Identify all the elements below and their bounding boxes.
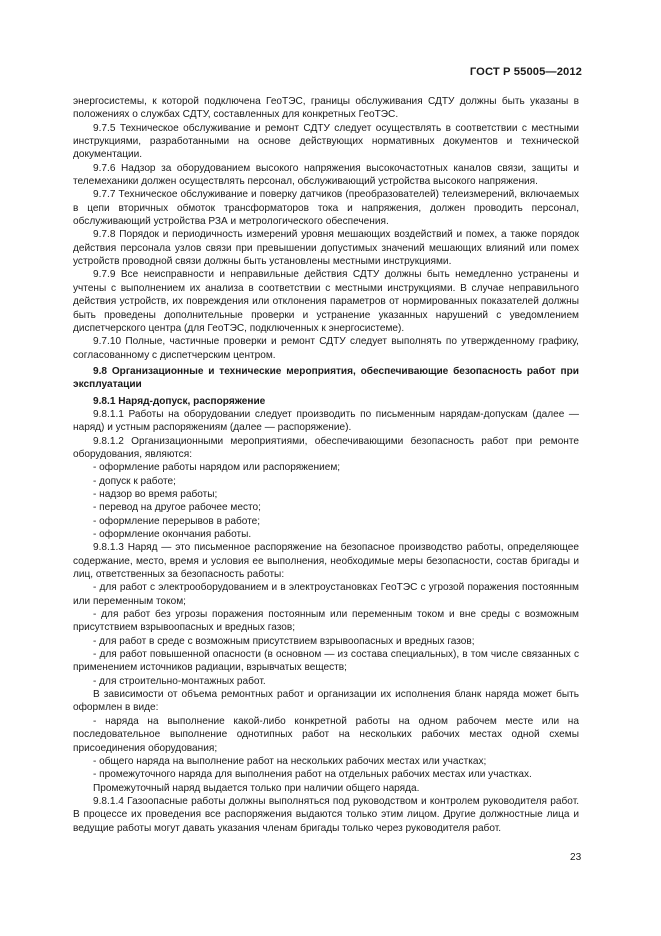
body-paragraph: Промежуточный наряд выдается только при наличии общего наряда. [93,782,420,794]
body-paragraph: - оформление перерывов в работе; [93,515,261,527]
document-body [73,95,579,835]
body-paragraph: 9.8.1.1 Работы на оборудовании следует производить по письменным нарядам-допускам (далее — наряд) и устным распоряжениям (далее — распоряжение). [73,408,579,434]
body-paragraph: - наряда на выполнение какой-либо конкретной работы на одном рабочем месте или на последовательное выполнение однотипных работ на нескольких рабочих местах одной схемы присоединения оборудования; [73,715,579,754]
body-paragraph: энергосистемы, к которой подключена ГеоТЭС, границы обслуживания СДТУ должны быть указаны в положениях о службах СДТУ, составленных для конкретных ГеоТЭС. [73,96,579,121]
body-paragraph: 9.7.5 Техническое обслуживание и ремонт СДТУ следует осуществлять в соответствии с местными инструкциями, разработанными на основе действующих нормативных документов и технической документации. [73,122,579,161]
body-paragraph: 9.8.1.4 Газоопасные работы должны выполняться под руководством и контролем руководителя работ. В процессе их проведения все распоряжения выдаются только этим лицом. Другие должностные лица и ведущие работы могут давать указания членам бригады только через руководителя работ. [73,795,579,834]
body-paragraph: В зависимости от объема ремонтных работ и организации их исполнения бланк наряда может быть оформлен в виде: [73,689,579,714]
body-paragraph: - для работ без угрозы поражения постоянным или переменным током и вне среды с возможным присутствием взрывоопасных и вредных газов; [73,609,579,634]
body-paragraph: - допуск к работе; [93,475,176,487]
body-paragraph: - для работ с электрооборудованием и в электроустановках ГеоТЭС с угрозой поражения постоянным или переменным током; [73,582,579,607]
body-paragraph: - оформление работы нарядом или распоряжением; [93,462,341,474]
body-paragraph: - для работ в среде с возможным присутствием взрывоопасных и вредных газов; [93,635,475,647]
body-paragraph: - надзор во время работы; [93,488,218,500]
body-paragraph: 9.7.8 Порядок и периодичность измерений уровня мешающих воздействий и помех, а также порядок действия персонала узлов связи при превышении допустимых значений мешающих влияний или помех устройств проводной связи должны быть установлены местными инструкциями. [73,229,579,268]
body-paragraph: - общего наряда на выполнение работ на нескольких рабочих местах или участках; [93,755,487,767]
body-paragraph: - перевод на другое рабочее место; [93,502,261,514]
body-paragraph: 9.7.10 Полные, частичные проверки и ремонт СДТУ следует выполнять по утвержденному графику, согласованному с диспетчерским центром. [73,336,579,361]
page-number: 23 [570,852,582,863]
body-paragraph: - для работ повышенной опасности (в основном — из состава специальных), в том числе связанных с применением источников радиации, взрывчатых веществ; [73,649,579,674]
body-paragraph: 9.8.1.3 Наряд — это письменное распоряжение на безопасное производство работы, определяющее содержание, место, время и условия ее выполнения, необходимые меры безопасности, состав бригады и лиц, ответственных за безопасность работы: [73,542,579,581]
body-paragraph: - для строительно-монтажных работ. [93,675,266,687]
body-paragraph: 9.8.1.2 Организационными мероприятиями, обеспечивающими безопасность работ при ремонте оборудования, являются: [73,435,579,460]
body-paragraph: 9.7.6 Надзор за оборудованием высокого напряжения высокочастотных каналов связи, защиты и телемеханики должен осуществлять персонал, обслуживающий устройства высокого напряжения. [73,162,579,188]
body-paragraph: - оформление окончания работы. [93,529,252,540]
body-paragraph: - промежуточного наряда для выполнения работ на отдельных рабочих местах или участках. [93,769,532,781]
section-heading: 9.8 Организационные и технические мероприятия, обеспечивающие безопасность работ при эксплуатации [73,365,579,391]
body-paragraph: 9.7.7 Техническое обслуживание и поверку датчиков (преобразователей) телеизмерений, включаемых в цепи вторичных обмоток трансформаторов тока и напряжения, должен проводить персонал, обслуживающий устройства РЗА и метрологического обеспечения. [73,189,579,228]
body-paragraph: 9.7.9 Все неисправности и неправильные действия СДТУ должны быть немедленно устранены и учтены с выполнением их анализа в соответствии с местными инструкциями. В случае неправильного действия устройств, их повреждения или отклонения параметров от нормированных показателей должны быть проведены дополнительные проверки и устранение указанных нарушений с уведомлением диспетчерского центра (для ГеоТЭС, подключенных к энергосистеме). [73,269,579,334]
document-standard-header: ГОСТ Р 55005—2012 [469,66,582,78]
section-heading: 9.8.1 Наряд-допуск, распоряжение [93,395,266,407]
